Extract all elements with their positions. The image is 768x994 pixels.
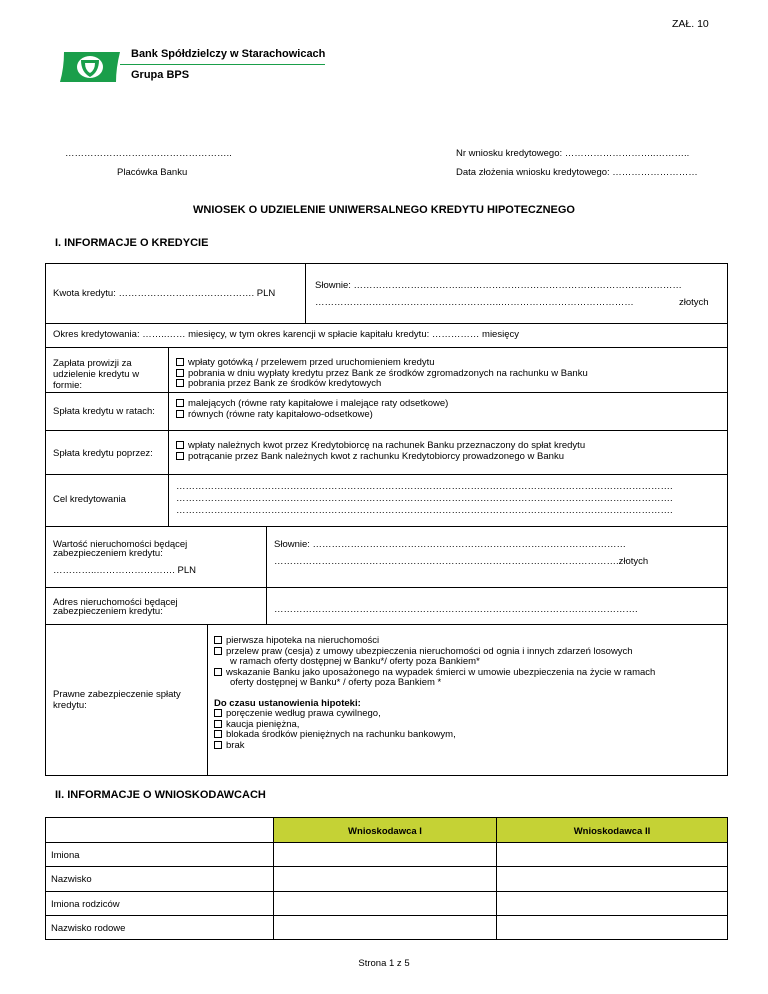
attachment-number: ZAŁ. 10: [672, 18, 709, 30]
section-1-heading: I. INFORMACJE O KREDYCIE: [55, 237, 209, 249]
option-label: pobrania przez Bank ze środków kredytowych: [188, 378, 382, 389]
bank-logo-icon: [54, 50, 126, 84]
checkbox-icon[interactable]: [214, 730, 222, 738]
installments-option[interactable]: [176, 410, 448, 421]
section-2-heading: II. INFORMACJE O WNIOSKODAWCACH: [55, 789, 266, 801]
installments-options: [176, 399, 448, 420]
option-label: wpłaty gotówką / przelewem przed uruchomieniem kredytu: [188, 357, 435, 368]
option-label: brak: [226, 739, 245, 751]
col-divider: [207, 624, 208, 776]
row-divider: [45, 347, 728, 348]
checkbox-icon[interactable]: [176, 410, 184, 418]
col-divider: [266, 526, 267, 624]
brand-divider: [120, 64, 325, 65]
commission-label: Zapłata prowizji za udzielenie kredytu w formie:: [53, 358, 140, 391]
security-label: Prawne zabezpieczenie spłaty kredytu:: [53, 689, 181, 711]
credit-period-field[interactable]: Okres kredytowania: ……..…… miesięcy, w tym okres karencji w spłacie kapitału kredytu: …………… miesięcy: [53, 329, 519, 340]
application-number-field[interactable]: Nr wniosku kredytowego: ………………………..………..: [456, 148, 690, 159]
row-label-first-names: Imiona: [51, 850, 80, 861]
applicant-1-first-names-input[interactable]: [274, 843, 496, 866]
applicant-1-surname-input[interactable]: [274, 867, 496, 891]
purpose-fields: [176, 481, 721, 517]
bank-name: Bank Spółdzielczy w Starachowicach: [131, 48, 326, 60]
repayment-option[interactable]: [176, 452, 585, 463]
checkbox-icon[interactable]: [214, 636, 222, 644]
applicant-1-header: Wnioskodawca I: [348, 826, 422, 837]
row-divider: [45, 474, 728, 475]
row-label-maiden-name: Nazwisko rodowe: [51, 923, 126, 934]
option-label: potrącanie przez Bank należnych kwot z rachunku Kredytobiorcy prowadzonego w Banku: [188, 450, 564, 462]
branch-label: Placówka Banku: [117, 167, 188, 178]
row-divider: [45, 587, 728, 588]
branch-field[interactable]: ……………………………………………..: [65, 148, 232, 159]
property-value-words-field[interactable]: Słownie: ………………………………………………………………………………………: [274, 539, 627, 550]
option-label: poręczenie według prawa cywilnego,: [226, 708, 381, 719]
applicant-2-surname-input[interactable]: [497, 867, 727, 891]
checkbox-icon[interactable]: [176, 441, 184, 449]
credit-amount-field[interactable]: Kwota kredytu: ……………………………………. PLN: [53, 288, 276, 299]
interim-option[interactable]: [214, 730, 722, 741]
checkbox-icon[interactable]: [176, 452, 184, 460]
security-option-continuation: w ramach oferty dostępnej w Banku*/ oferty poza Bankiem*: [230, 656, 480, 667]
applicant-2-maiden-input[interactable]: [497, 916, 727, 939]
amount-currency: złotych: [679, 297, 709, 308]
row-divider: [45, 392, 728, 393]
checkbox-icon[interactable]: [176, 399, 184, 407]
security-option-continuation: oferty dostępnej w Banku* / oferty poza Bankiem *: [230, 677, 442, 688]
row-divider: [45, 624, 728, 625]
checkbox-icon[interactable]: [176, 358, 184, 366]
row-divider: [45, 526, 728, 527]
option-label: blokada środków pieniężnych na rachunku bankowym,: [226, 729, 456, 740]
amount-in-words-field-2[interactable]: …………………………………………………..……………………………………: [315, 297, 634, 308]
submission-date-field[interactable]: Data złożenia wniosku kredytowego: ………………………: [456, 167, 698, 178]
property-value-label: Wartość nieruchomości będącej zabezpieczeniem kredytu:: [53, 539, 188, 559]
document-title: WNIOSEK O UDZIELENIE UNIWERSALNEGO KREDYTU HIPOTECZNEGO: [193, 204, 575, 216]
applicant-1-parents-input[interactable]: [274, 892, 496, 915]
option-label: kaucja pieniężna,: [226, 718, 300, 730]
bank-group: Grupa BPS: [131, 69, 190, 81]
bank-logo: [54, 50, 126, 84]
checkbox-icon[interactable]: [214, 720, 222, 728]
row-label-parents-names: Imiona rodziców: [51, 899, 120, 910]
option-label: wskazanie Banku jako uposażonego na wypadek śmierci w umowie ubezpieczenia na życie w ramach: [226, 666, 656, 678]
property-address-field[interactable]: …………………………………………………………………………………………………….: [274, 604, 638, 615]
option-label: przelew praw (cesja) z umowy ubezpieczenia nieruchomości od ognia i innych zdarzeń losowych: [226, 645, 633, 657]
option-label: równych (równe raty kapitałowo-odsetkowe): [188, 408, 373, 420]
repayment-label: Spłata kredytu poprzez:: [53, 448, 153, 459]
purpose-label: Cel kredytowania: [53, 494, 126, 505]
option-label: malejących (równe raty kapitałowe i malejące raty odsetkowe): [188, 398, 449, 409]
col-divider: [168, 347, 169, 526]
interim-heading: Do czasu ustanowienia hipoteki:: [214, 697, 361, 709]
property-value-words-field-2[interactable]: ……………………………………………………………………………………………….złotych: [274, 556, 649, 567]
row-divider: [45, 323, 728, 324]
page-number: Strona 1 z 5: [358, 958, 410, 969]
amount-in-words-field[interactable]: Słownie: ……………………………..……………………………………………………………: [315, 280, 682, 291]
checkbox-icon[interactable]: [176, 379, 184, 387]
purpose-line[interactable]: ………………………………………………………………………………………………………………………………………….: [176, 481, 673, 492]
applicant-2-header: Wnioskodawca II: [573, 826, 651, 837]
checkbox-icon[interactable]: [214, 741, 222, 749]
checkbox-icon[interactable]: [214, 647, 222, 655]
purpose-line[interactable]: ………………………………………………………………………………………………………………………………………….: [176, 505, 673, 516]
applicant-2-parents-input[interactable]: [497, 892, 727, 915]
option-label: pobrania w dniu wypłaty kredytu przez Bank ze środków zgromadzonych na rachunku w Banku: [188, 367, 588, 379]
interim-option[interactable]: [214, 741, 722, 752]
commission-options: [176, 358, 588, 390]
checkbox-icon[interactable]: [176, 369, 184, 377]
row-divider: [45, 430, 728, 431]
security-options: [214, 636, 722, 751]
property-value-field[interactable]: …………..……………………. PLN: [53, 565, 197, 576]
checkbox-icon[interactable]: [214, 668, 222, 676]
commission-option[interactable]: [176, 379, 588, 390]
option-label: wpłaty należnych kwot przez Kredytobiorcę na rachunek Banku przeznaczony do spłat kredytu: [188, 440, 586, 451]
property-address-label: Adres nieruchomości będącej zabezpieczeniem kredytu:: [53, 597, 178, 617]
applicant-2-first-names-input[interactable]: [497, 843, 727, 866]
option-label: pierwsza hipoteka na nieruchomości: [226, 635, 380, 646]
purpose-line[interactable]: ………………………………………………………………………………………………………………………………………….: [176, 493, 673, 504]
repayment-options: [176, 441, 585, 462]
row-label-surname: Nazwisko: [51, 874, 92, 885]
col-divider: [305, 263, 306, 323]
checkbox-icon[interactable]: [214, 709, 222, 717]
applicant-1-maiden-input[interactable]: [274, 916, 496, 939]
installments-label: Spłata kredytu w ratach:: [53, 406, 155, 417]
